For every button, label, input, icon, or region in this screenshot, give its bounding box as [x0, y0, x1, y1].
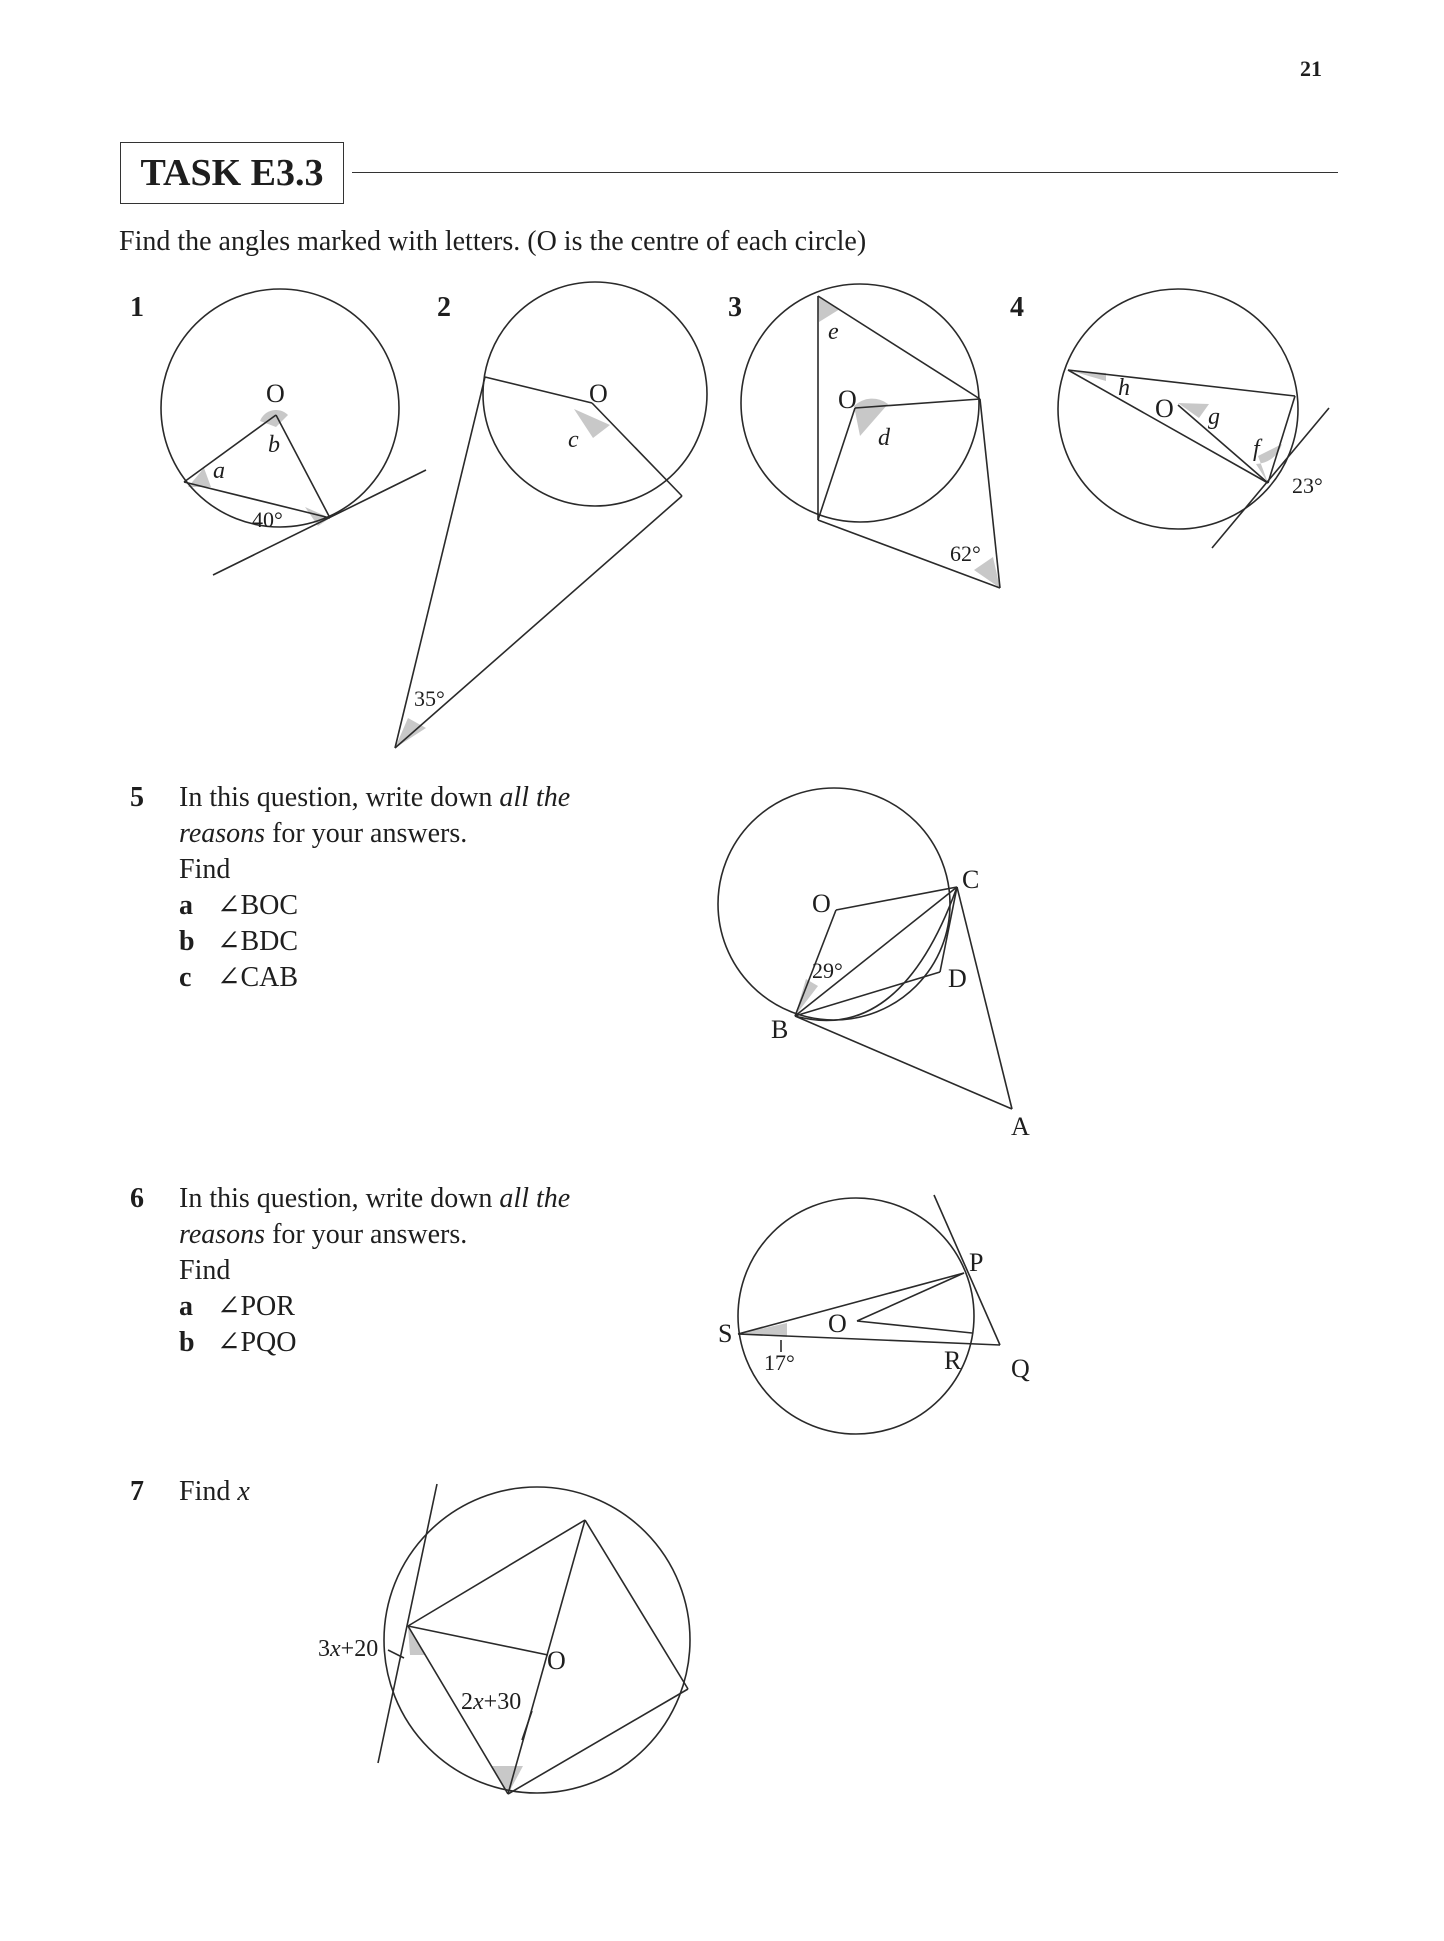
diagram-5-line-ba	[795, 1016, 1012, 1109]
diagram-6-line-or	[857, 1321, 972, 1333]
page-number: 21	[1300, 56, 1322, 81]
diagram-7-label-o: O	[547, 1646, 566, 1675]
q5-line2-italic: reasons	[179, 818, 266, 849]
diagram-3-number: 3	[728, 292, 742, 323]
q6-part-a-label: a	[179, 1291, 193, 1322]
q5-find: Find	[179, 854, 231, 885]
angle-2-var: x	[473, 1689, 484, 1715]
diagram-5-given-angle: 29°	[812, 958, 843, 983]
diagram-3-chord-top	[818, 296, 980, 399]
diagram-1-angle-b: b	[268, 432, 280, 458]
diagram-1-number: 1	[130, 292, 144, 323]
diagram-2-number: 2	[437, 292, 451, 323]
diagram-5-label-c: C	[962, 865, 980, 894]
q5-part-c-text: ∠CAB	[217, 962, 299, 993]
q5-part-b-text: ∠BDC	[217, 926, 299, 957]
diagram-7-angle-2-pointer	[522, 1711, 532, 1740]
diagram-6-label-q: Q	[1011, 1354, 1030, 1383]
q6-part-a-text: ∠POR	[217, 1291, 295, 1322]
q6-line1-italic: all the	[499, 1183, 571, 1214]
angle-1-coef: 3	[318, 1636, 330, 1662]
angle-1-var: x	[330, 1636, 341, 1662]
diagram-4-chord-top	[1068, 370, 1295, 396]
diagram-4-angle-g: g	[1208, 404, 1220, 430]
q6-line2-italic: reasons	[179, 1219, 266, 1250]
diagram-3-angle-d: d	[878, 425, 890, 451]
diagram-3-center-label: O	[838, 385, 857, 414]
diagram-3-angle-e: e	[828, 319, 839, 345]
instructions: Find the angles marked with letters. (O is the centre of each circle)	[119, 226, 867, 257]
q5-part-b-label: b	[179, 926, 195, 957]
diagram-7-line-2	[408, 1626, 548, 1655]
diagram-3-given-angle: 62°	[950, 541, 981, 566]
question-5-number: 5	[130, 782, 144, 813]
diagram-6-label-p: P	[969, 1248, 984, 1277]
diagram-4	[1010, 289, 1329, 548]
diagram-4-angle-h: h	[1118, 375, 1130, 401]
diagram-5-label-d: D	[948, 964, 967, 993]
diagram-1-radius-left	[184, 415, 276, 482]
q5-line1: In this question, write down	[179, 782, 500, 813]
question-6-number: 6	[130, 1183, 144, 1214]
diagram-6-label-s: S	[718, 1319, 733, 1348]
diagram-7	[318, 1484, 690, 1794]
q7-find: Find	[179, 1476, 238, 1507]
diagram-3	[728, 284, 1000, 588]
q5-line2: for your answers.	[265, 818, 468, 849]
q6-part-b-label: b	[179, 1327, 195, 1358]
diagram-7-angle-1-label	[318, 1636, 378, 1662]
q5-line1-italic: all the	[499, 782, 571, 813]
diagram-6-label-o: O	[828, 1309, 847, 1338]
diagram-4-number: 4	[1010, 292, 1024, 323]
q6-line2: for your answers.	[265, 1219, 468, 1250]
diagram-1-radius-right	[276, 415, 330, 518]
diagram-1	[130, 289, 426, 575]
diagram-2-radius-left	[485, 377, 592, 403]
diagram-2	[395, 282, 707, 748]
diagram-1-given-angle: 40°	[252, 507, 283, 532]
diagram-7-circle	[384, 1487, 690, 1793]
diagram-7-line-6	[508, 1689, 688, 1794]
diagram-7-line-1	[408, 1520, 585, 1626]
diagram-2-center-label: O	[589, 379, 608, 408]
diagram-7-line-5	[585, 1520, 688, 1689]
diagram-6-label-r: R	[944, 1346, 962, 1375]
diagram-1-circle	[161, 289, 399, 527]
diagram-1-center-label: O	[266, 379, 285, 408]
q5-part-c-label: c	[179, 962, 192, 993]
diagram-4-diameter	[1068, 370, 1268, 483]
task-title: TASK E3.3	[120, 142, 344, 204]
diagram-4-center-label: O	[1155, 394, 1174, 423]
q6-find: Find	[179, 1255, 231, 1286]
angle-2-coef: 2	[461, 1689, 473, 1715]
angle-1-const: +20	[340, 1636, 379, 1662]
diagram-4-angle-f: f	[1253, 436, 1260, 462]
diagram-6-line-sp	[738, 1273, 964, 1334]
diagram-3-radius-lower	[818, 408, 855, 520]
diagram-2-given-angle: 35°	[414, 686, 445, 711]
q6-part-b-text: ∠PQO	[217, 1327, 297, 1358]
diagram-1-angle-a: a	[213, 458, 225, 484]
angle-2-const: +30	[483, 1689, 522, 1715]
q7-var: x	[237, 1476, 250, 1507]
diagram-5-label-a: A	[1011, 1112, 1030, 1141]
diagram-6-line-sq	[738, 1334, 1000, 1345]
diagram-5-line-cd	[940, 887, 957, 972]
diagram-5-line-ca	[957, 887, 1012, 1109]
diagram-6	[718, 1195, 1030, 1434]
diagram-2-angle-c-shade	[574, 409, 610, 438]
diagram-5-label-b: B	[771, 1015, 789, 1044]
diagram-5	[718, 788, 1030, 1141]
diagram-6-given-angle: 17°	[764, 1350, 795, 1375]
question-7-number: 7	[130, 1476, 144, 1507]
diagram-6-tangent	[934, 1195, 1000, 1345]
diagram-4-given-angle: 23°	[1292, 473, 1323, 498]
diagram-5-line-oc	[836, 887, 957, 910]
diagram-2-radius-right	[592, 403, 682, 496]
q5-part-a-label: a	[179, 890, 193, 921]
q6-line1: In this question, write down	[179, 1183, 500, 1214]
diagram-5-label-o: O	[812, 889, 831, 918]
diagram-7-angle-2-label	[461, 1689, 521, 1715]
diagram-4-circle	[1058, 289, 1298, 529]
diagram-6-circle	[738, 1198, 974, 1434]
diagram-4-angle-g-shade	[1178, 403, 1209, 418]
diagram-2-angle-c: c	[568, 427, 579, 453]
q5-part-a-text: ∠BOC	[217, 890, 299, 921]
